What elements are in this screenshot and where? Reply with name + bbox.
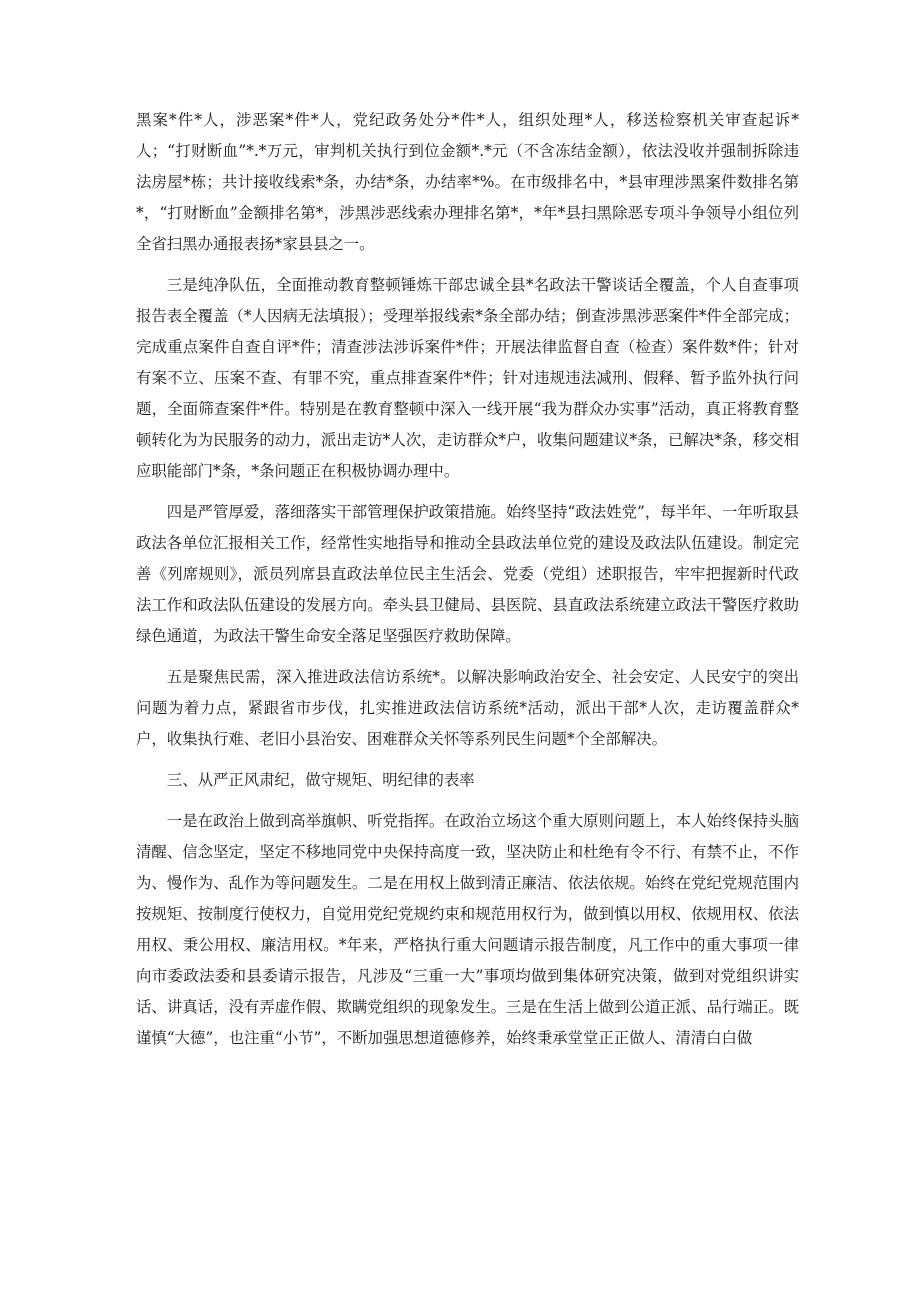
paragraph-continuation: 黑案*件*人，涉恶案*件*人，党纪政务处分*件*人，组织处理*人，移送检察机关审查起诉*人；“打财断血”*.*万元，审判机关执行到位金额*.*元（不含冻结金额），依法没收并强制拆除违法房屋*栋；共计接收线索*条，办结*条，办结率*%。在市级排名中，*县审理涉黑案件数排名第*，“打财断血”金额排名第*，涉黑涉恶线索办理排名第*，*年*县扫黑除恶专项斗争领导小组位列全省扫黑办通报表扬*家县县之一。: [136, 111, 799, 253]
paragraph-point-four: 四是严管厚爱，落细落实干部管理保护政策措施。始终坚持“政法姓党”，每半年、一年听取县政法各单位汇报相关工作，经常性实地指导和推动全县政法单位党的建设及政法队伍建设。制定完善《列席规则》，派员列席县直政法单位民主生活会、党委（党组）述职报告，牢牢把握新时代政法工作和政法队伍建设的发展方向。牵头县卫健局、县医院、县直政法系统建立政法干警医疗救助绿色通道，为政法干警生命安全落足坚强医疗救助保障。: [136, 503, 799, 645]
paragraph-point-five: 五是聚焦民需，深入推进政法信访系统*。以解决影响政治安全、社会安定、人民安宁的突出问题为着力点，紧跟省市步伐，扎实推进政法信访系统*活动，派出干部*人次，走访覆盖群众*户，收集执行难、老旧小县治安、困难群众关怀等系列民生问题*个全部解决。: [136, 668, 799, 748]
section-heading-three: 三、从严正风肃纪，做守规矩、明纪律的表率: [166, 771, 475, 789]
document-body: [136, 105, 799, 1054]
paragraph-section-three-body: 一是在政治上做到高举旗帜、听党指挥。在政治立场这个重大原则问题上，本人始终保持头脑清醒、信念坚定，坚定不移地同党中央保持高度一致，坚决防止和杜绝有令不行、有禁不止，不作为、慢作为、乱作为等问题发生。二是在用权上做到清正廉洁、依法依规。始终在党纪党规范围内按规矩、按制度行使权力，自觉用党纪党规约束和规范用权行为，做到慎以用权、依规用权、依法用权、秉公用权、廉洁用权。*年来，严格执行重大问题请示报告制度，凡工作中的重大事项一律向市委政法委和县委请示报告，凡涉及“三重一大”事项均做到集体研究决策，做到对党组织讲实话、讲真话，没有弄虚作假、欺瞒党组织的现象发生。三是在生活上做到公道正派、品行端正。既谨慎“大德”，也注重“小节”，不断加强思想道德修养，始终秉承堂堂正正做人、清清白白做: [136, 812, 799, 1047]
paragraph-point-three: 三是纯净队伍，全面推动教育整顿锤炼干部忠诚全县*名政法干警谈话全覆盖，个人自查事项报告表全覆盖（*人因病无法填报）；受理举报线索*条全部办结；倒查涉黑涉恶案件*件全部完成；完成重点案件自查自评*件；清查涉法涉诉案件*件；开展法律监督自查（检查）案件数*件；针对有案不立、压案不查、有罪不究，重点排查案件*件；针对违规违法减刑、假释、暂予监外执行问题，全面筛查案件*件。特别是在教育整顿中深入一线开展“我为群众办实事”活动，真正将教育整顿转化为为民服务的动力，派出走访*人次，走访群众*户，收集问题建议*条，已解决*条，移交相应职能部门*条，*条问题正在积极协调办理中。: [136, 276, 799, 480]
